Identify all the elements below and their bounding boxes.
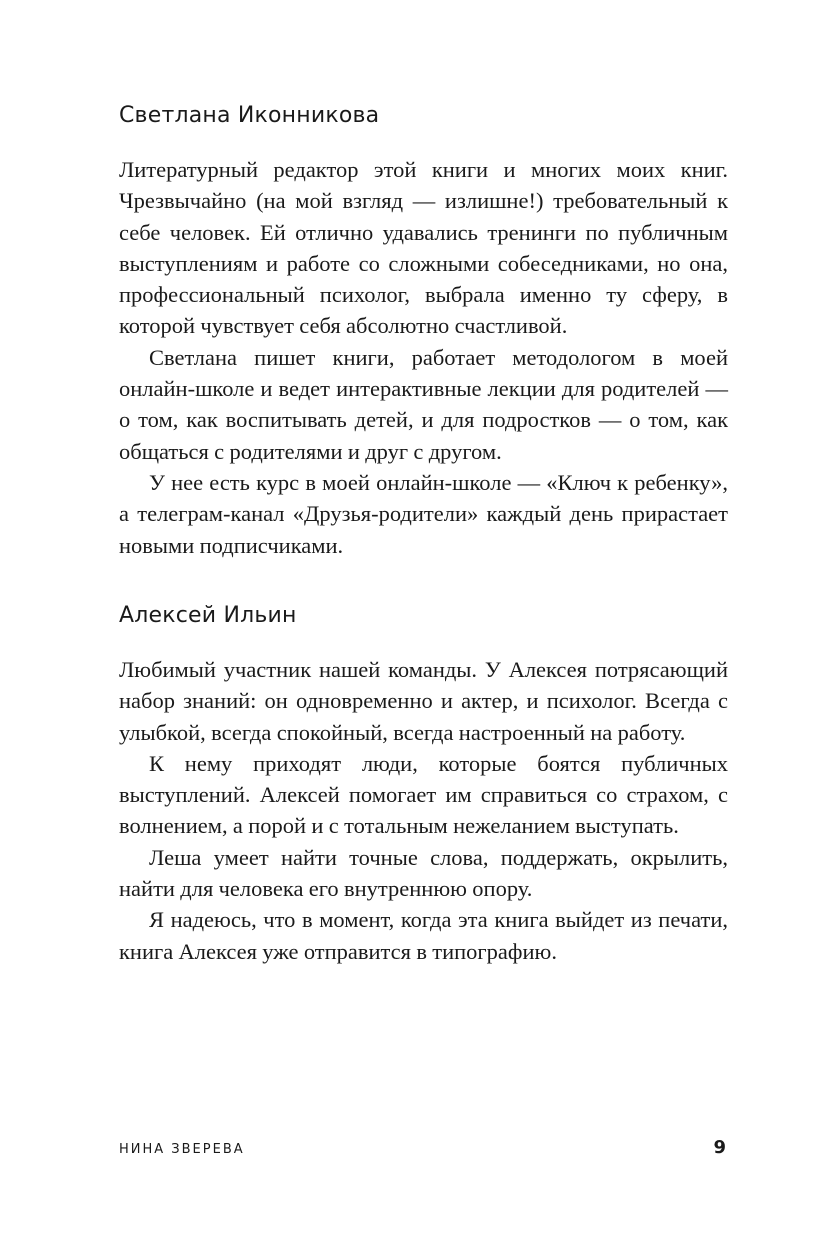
section-heading: Алексей Ильин	[119, 603, 297, 628]
section-svetlana-ikonnikova	[119, 101, 728, 561]
paragraph: К нему приходят люди, которые боятся публичных выступлений. Алексей помогает им справиться со страхом, с волнением, а порой и с тотальным нежеланием выступать.	[119, 750, 728, 839]
paragraph: Любимый участник нашей команды. У Алексея потрясающий набор знаний: он одновременно и актер, и психолог. Всегда с улыбкой, всегда спокойный, всегда настроенный на работу.	[119, 657, 728, 745]
section-aleksey-ilyin	[119, 601, 728, 967]
paragraph: Леша умеет найти точные слова, поддержать, окрылить, найти для человека его внутреннюю опору.	[119, 844, 728, 902]
paragraph: У нее есть курс в моей онлайн-школе — «Ключ к ребенку», а телеграм-канал «Друзья-родители» каждый день прирастает новыми подписчиками.	[119, 469, 728, 558]
section-heading: Светлана Иконникова	[119, 103, 380, 128]
running-footer-author: НИНА ЗВЕРЕВА	[119, 1142, 245, 1157]
paragraph: Светлана пишет книги, работает методологом в моей онлайн-школе и ведет интерактивные лекции для родителей — о том, как воспитывать детей, и для подростков — о том, как общаться с родителями и друг с другом.	[119, 344, 728, 464]
paragraph: Литературный редактор этой книги и многих моих книг. Чрезвычайно (на мой взгляд — излишне!) требовательный к себе человек. Ей отлично удавались тренинги по публичным выступлениям и работе со сложными собеседниками, но она, профессиональный психолог, выбрала именно ту сферу, в которой чувствует себя абсолютно счастливой.	[119, 157, 728, 339]
section-body	[119, 654, 728, 967]
section-body	[119, 154, 728, 561]
paragraph: Я надеюсь, что в момент, когда эта книга выйдет из печати, книга Алексея уже отправится в типографию.	[119, 907, 728, 964]
page-number: 9	[713, 1137, 726, 1158]
